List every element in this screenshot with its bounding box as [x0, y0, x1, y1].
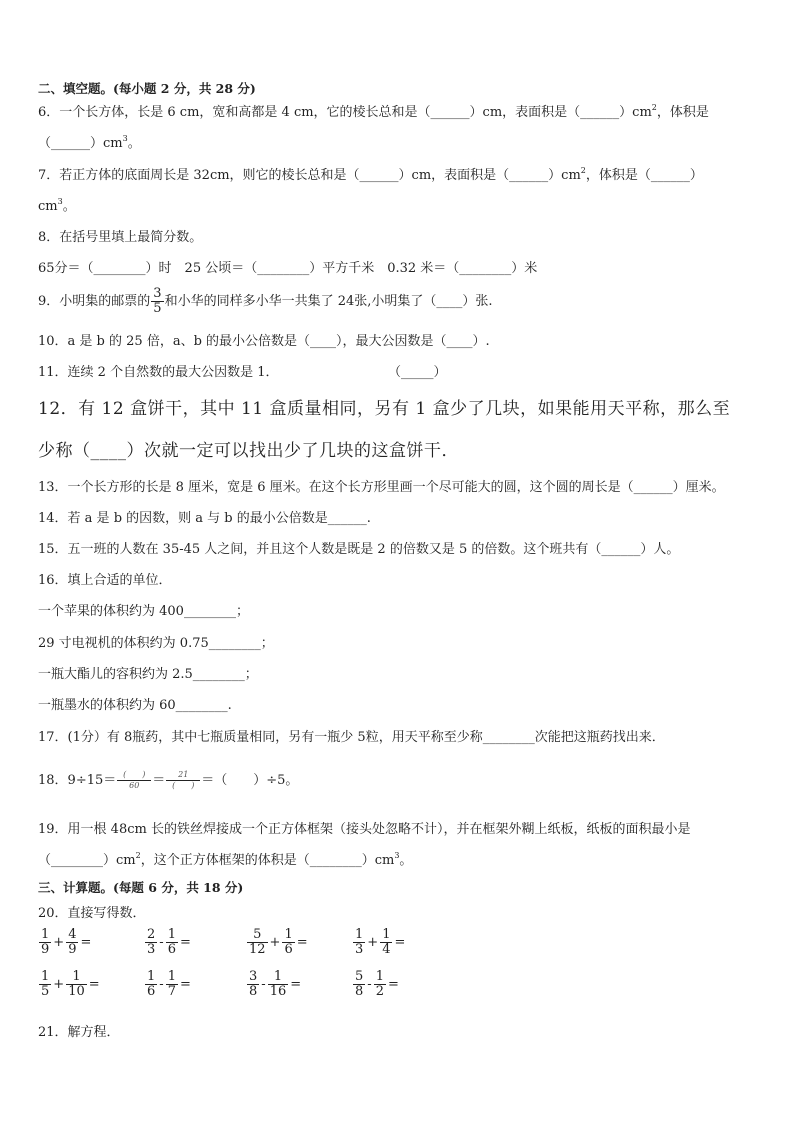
question-6-line-2: $(\_\_\_\_\_\_)cm^3$。 — [38, 134, 141, 151]
question-14: 14．若 a 是 b 的因数，则 a 与 b 的最小公倍数是______. — [38, 511, 371, 526]
calc-expression — [246, 928, 309, 957]
question-16-title: 16．填上合适的单位． — [38, 573, 172, 588]
operator: - — [367, 977, 372, 992]
calc-expression — [38, 970, 101, 999]
section-calculation-title: 三、计算题。(每题 6 分，共 18 分) — [38, 880, 244, 895]
question-8-title: 8．在括号里填上最简分数。 — [38, 230, 203, 245]
operator: - — [159, 935, 164, 950]
fraction: $\frac{1}{4}$ — [382, 927, 391, 957]
fraction: $\frac{5}{12}$ — [249, 927, 266, 957]
operator: + — [269, 935, 281, 950]
fraction: $\frac{1}{7}$ — [167, 969, 176, 999]
fraction: $\frac{4}{9}$ — [68, 927, 77, 957]
question-8-blanks: 65分＝（________）时 25 公顷＝（________）平方千米 0.32 米＝（________）米 — [38, 261, 538, 276]
question-12-line-2: 少称（____）次就一定可以找出少了几块的这盒饼干． — [38, 441, 459, 461]
question-16-item-2: 29 寸电视机的体积约为 0.75________； — [38, 636, 274, 651]
question-13: 13．一个长方形的长是 8 厘米，宽是 6 厘米。在这个长方形里画一个尽可能大的圆，这个圆的周长是（______）厘米。 — [38, 480, 725, 495]
question-18: 18．9÷15＝ $\frac{( )}{60}$ ＝ $\frac{21}{( )}$ ＝（ ）÷5。 — [38, 770, 299, 790]
question-11-blank: （_____） — [388, 365, 447, 380]
calc-expression — [352, 970, 400, 999]
question-11: 11．连续 2 个自然数的最大公因数是 1． — [38, 365, 279, 380]
fraction-three-fifths: $\frac{3}{5}$ — [153, 286, 162, 316]
fraction: $\frac{1}{5}$ — [41, 969, 50, 999]
equals-sign: = — [290, 977, 302, 992]
calc-expression — [38, 928, 92, 957]
fraction: $\frac{1}{16}$ — [269, 969, 287, 999]
question-16-item-3: 一瓶大酯儿的容积约为 2.5________； — [38, 667, 258, 682]
question-7-line-2: $cm^3$。 — [38, 197, 76, 214]
calc-expression — [246, 970, 302, 999]
equals-sign: = — [179, 935, 191, 950]
question-19-line-2: $(\_\_\_\_\_\_\_\_)cm^2$，这个正方体框架的体积是$(\_\_\_\_\_\_\_\_)cm^3$。 — [38, 851, 413, 868]
fraction: $\frac{1}{9}$ — [41, 927, 50, 957]
fraction-21-over-blank: $\frac{21}{( )}$ — [166, 770, 200, 791]
question-7-line-1: 7．若正方体的底面周长是 32cm，则它的棱长总和是（______）cm，表面积是$(\_\_\_\_\_\_)cm^2$，体积是（______） — [38, 166, 703, 183]
fraction-blank-over-60: $\frac{( )}{60}$ — [117, 770, 151, 791]
operator: + — [53, 977, 65, 992]
fraction: $\frac{2}{3}$ — [147, 927, 156, 957]
question-19-line-1: 19．用一根 48cm 长的铁丝焊接成一个正方体框架（接头处忽略不计），并在框架外糊上纸板，纸板的面积最小是 — [38, 822, 691, 837]
calc-expression — [352, 928, 406, 957]
operator: + — [367, 935, 379, 950]
equals-sign: = — [179, 977, 191, 992]
question-20-title: 20．直接写得数． — [38, 906, 146, 921]
fraction: $\frac{1}{2}$ — [375, 969, 384, 999]
fraction: $\frac{1}{3}$ — [355, 927, 364, 957]
calc-expression — [144, 928, 192, 957]
question-9: 9．小明集的邮票的 $\frac{3}{5}$ 和小华的同样多小华一共集了 24张,小明集了（____）张. — [38, 286, 493, 316]
fraction: $\frac{1}{6}$ — [167, 927, 176, 957]
equals-sign: = — [80, 935, 92, 950]
operator: - — [159, 977, 164, 992]
fraction: $\frac{3}{8}$ — [249, 969, 258, 999]
section-fill-blank-title: 二、填空题。(每小题 2 分，共 28 分) — [38, 81, 256, 96]
question-10: 10．a 是 b 的 25 倍，a、b 的最小公倍数是（____），最大公因数是（____）. — [38, 334, 490, 349]
question-6-line-1: 6．一个长方体，长是 6 cm，宽和高都是 4 cm，它的棱长总和是（______）cm，表面积是$(\_\_\_\_\_\_)cm^2$，体积是 — [38, 103, 709, 120]
fraction: $\frac{1}{10}$ — [68, 969, 85, 999]
question-16-item-4: 一瓶墨水的体积约为 60________. — [38, 698, 232, 713]
calc-expression — [144, 970, 192, 999]
fraction: $\frac{1}{6}$ — [147, 969, 156, 999]
operator: - — [261, 977, 266, 992]
question-12-line-1: 12．有 12 盒饼干，其中 11 盒质量相同，另有 1 盒少了几块，如果能用天平称，那么至 — [38, 399, 731, 419]
fraction: $\frac{1}{6}$ — [284, 927, 293, 957]
question-21: 21．解方程． — [38, 1025, 120, 1040]
equals-sign: = — [296, 935, 308, 950]
equals-sign: = — [394, 935, 406, 950]
equals-sign: = — [88, 977, 100, 992]
question-16-item-1: 一个苹果的体积约为 400________； — [38, 604, 249, 619]
fraction: $\frac{5}{8}$ — [355, 969, 364, 999]
equals-sign: = — [387, 977, 399, 992]
question-15: 15．五一班的人数在 35-45 人之间，并且这个人数是既是 2 的倍数又是 5 的倍数。这个班共有（______）人。 — [38, 542, 680, 557]
operator: + — [53, 935, 65, 950]
question-17: 17．(1分）有 8瓶药，其中七瓶质量相同，另有一瓶少 5粒，用天平称至少称________次能把这瓶药找出来． — [38, 730, 665, 745]
